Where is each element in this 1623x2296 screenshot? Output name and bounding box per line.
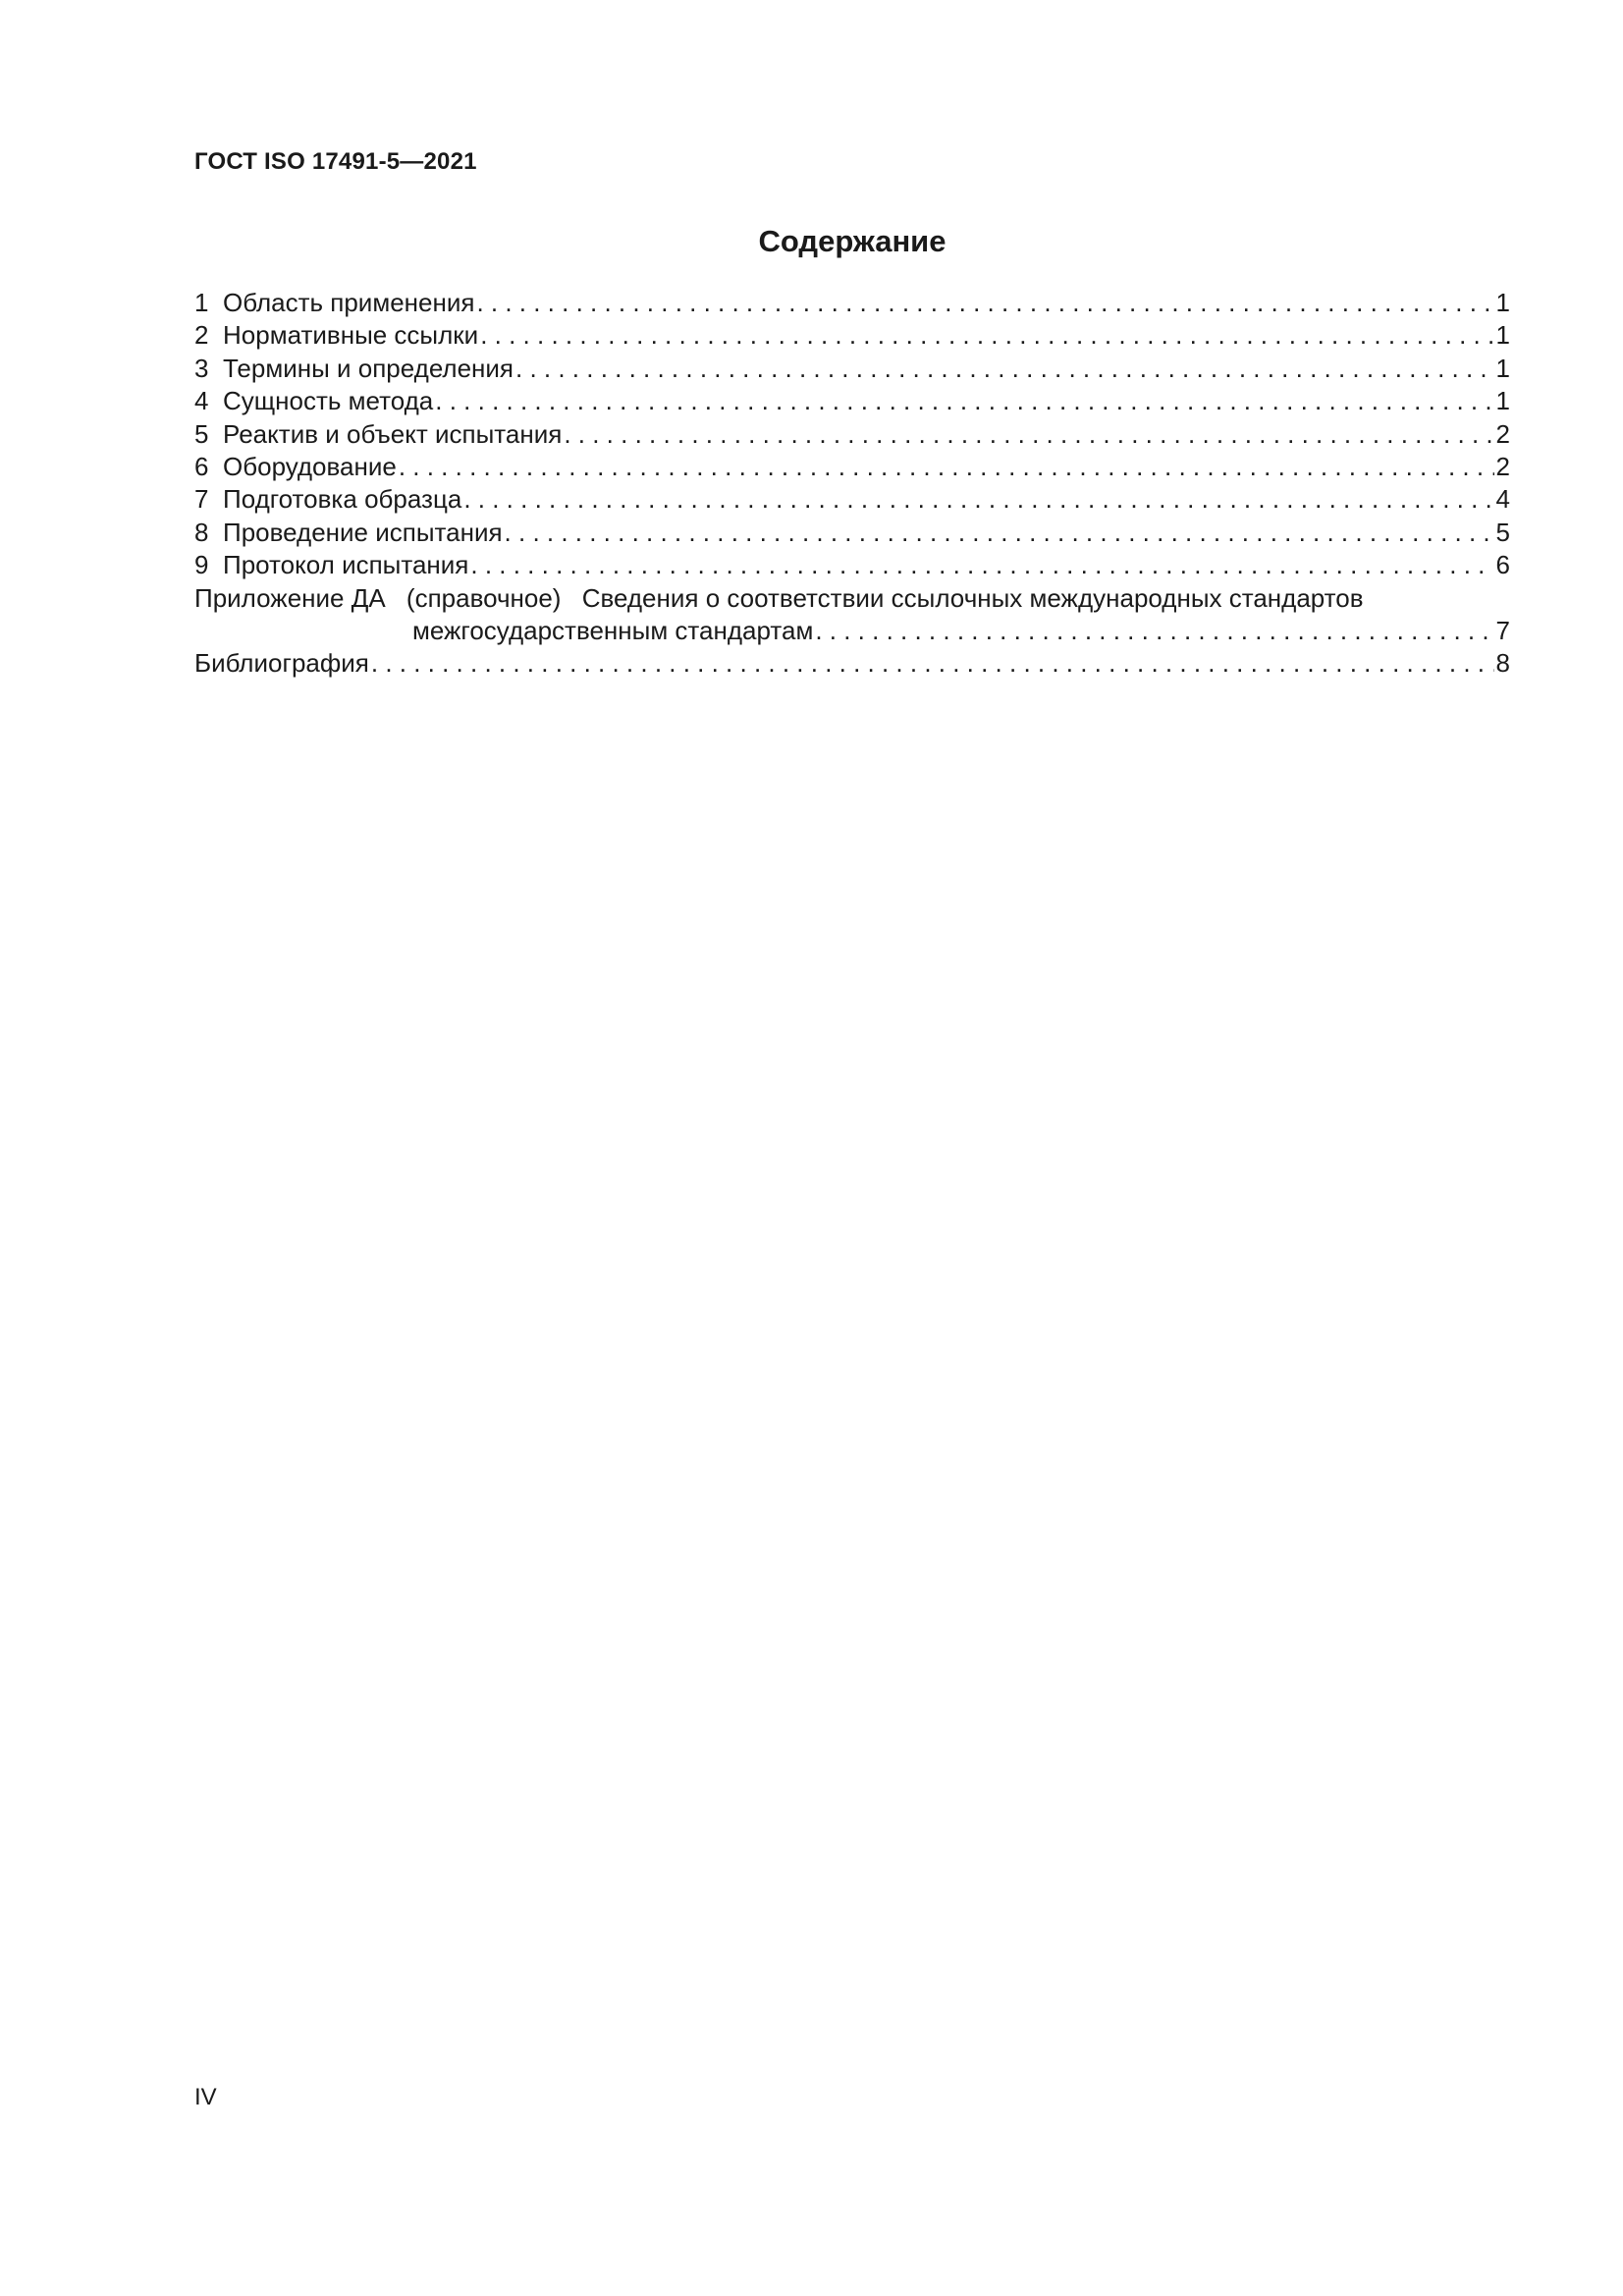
toc-title: Содержание	[758, 224, 947, 258]
toc-item-text: Термины и определения	[223, 353, 514, 383]
toc-item-5[interactable]	[194, 418, 1510, 451]
toc-item-bibliography[interactable]	[194, 647, 1510, 680]
toc-item-8[interactable]	[194, 517, 1510, 549]
toc-item-page: 6	[1495, 550, 1510, 580]
annex-title-line2: межгосударственным стандартам	[412, 615, 814, 645]
toc-item-annex-da[interactable]	[194, 582, 1510, 648]
document-code: ГОСТ ISO 17491-5—2021	[194, 148, 477, 175]
toc-item-page: 8	[1495, 648, 1510, 679]
toc-leader-dots	[470, 549, 1493, 581]
toc-leader-dots	[435, 385, 1493, 417]
toc-item-number: 7	[194, 484, 209, 515]
toc-item-4[interactable]	[194, 385, 1510, 417]
annex-title-line1: Сведения о соответствии ссылочных международных стандартов	[581, 582, 1364, 613]
toc-item-page: 4	[1495, 484, 1510, 515]
toc-item-7[interactable]	[194, 483, 1510, 516]
toc-leader-dots	[399, 451, 1494, 483]
toc-item-1[interactable]	[194, 287, 1510, 319]
toc-item-page: 1	[1495, 288, 1510, 317]
annex-kind: (справочное)	[406, 582, 562, 613]
annex-title-continuation	[194, 615, 1510, 647]
toc-item-3[interactable]	[194, 353, 1510, 385]
toc-item-page: 2	[1495, 418, 1510, 449]
toc-item-text: Область применения	[223, 288, 475, 317]
toc-item-text: Нормативные ссылки	[223, 320, 479, 351]
annex-label: Приложение ДА	[194, 582, 386, 613]
toc-item-number: 3	[194, 353, 209, 383]
annex-heading	[194, 582, 1510, 615]
toc-item-text: Подготовка образца	[223, 484, 462, 515]
toc-item-number: 9	[194, 550, 209, 580]
toc-item-9[interactable]	[194, 549, 1510, 581]
toc-item-text: Реактив и объект испытания	[223, 418, 563, 449]
toc-leader-dots	[515, 353, 1494, 385]
toc-item-text: Библиография	[194, 648, 369, 679]
page-number: IV	[194, 2084, 217, 2110]
toc-item-number: 4	[194, 386, 209, 416]
toc-leader-dots	[505, 517, 1494, 549]
toc-item-text: Оборудование	[223, 451, 397, 481]
table-of-contents	[194, 287, 1510, 681]
toc-leader-dots	[463, 483, 1493, 516]
toc-item-text: Проведение испытания	[223, 517, 503, 547]
toc-item-text: Протокол испытания	[223, 550, 469, 580]
toc-item-number: 8	[194, 517, 209, 547]
toc-item-page: 2	[1495, 451, 1510, 481]
toc-item-page: 1	[1495, 386, 1510, 416]
toc-item-6[interactable]	[194, 451, 1510, 483]
toc-leader-dots	[480, 319, 1493, 352]
toc-leader-dots	[815, 615, 1493, 647]
toc-leader-dots	[371, 647, 1494, 680]
toc-item-number: 6	[194, 451, 209, 481]
toc-item-number: 1	[194, 288, 209, 317]
toc-item-page: 1	[1495, 320, 1510, 351]
toc-item-page: 5	[1495, 517, 1510, 547]
toc-item-2[interactable]	[194, 319, 1510, 352]
toc-item-page: 7	[1495, 615, 1510, 645]
toc-item-page: 1	[1495, 353, 1510, 383]
toc-item-number: 2	[194, 320, 209, 351]
toc-leader-dots	[564, 418, 1493, 451]
toc-leader-dots	[476, 287, 1493, 319]
toc-item-text: Сущность метода	[223, 386, 434, 416]
toc-item-number: 5	[194, 418, 209, 449]
